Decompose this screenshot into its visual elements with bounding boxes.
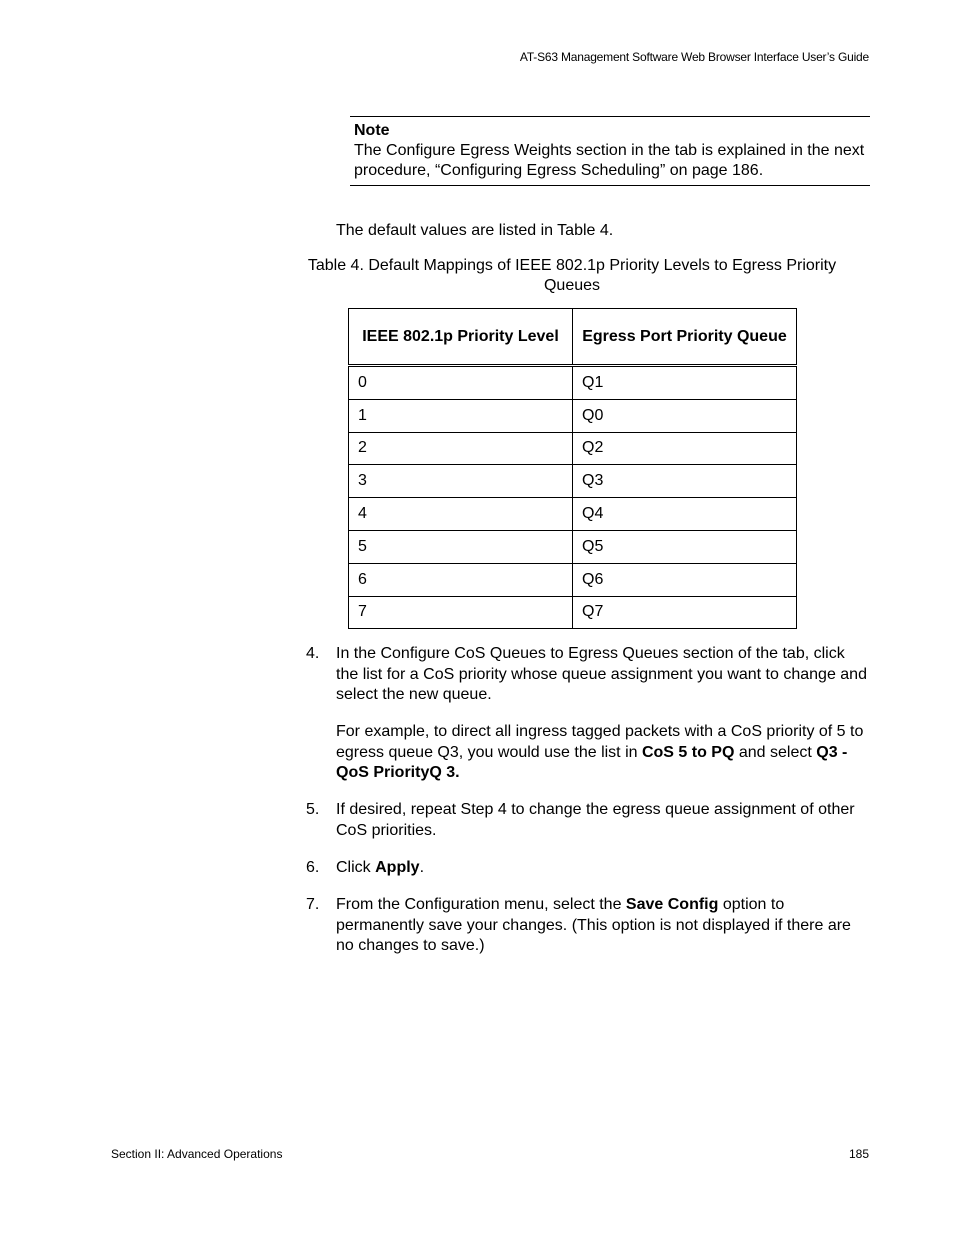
intro-text: The default values are listed in Table 4. bbox=[336, 222, 614, 239]
running-header: AT-S63 Management Software Web Browser Interface User’s Guide bbox=[519, 50, 869, 64]
table-caption: Table 4. Default Mappings of IEEE 802.1p Priority Levels to Egress Priority Queues bbox=[307, 257, 837, 294]
example-text: For example, to direct all ingress tagged packets with a CoS priority of 5 to egress queue Q3, you would use the list in bbox=[336, 723, 864, 761]
step-5 bbox=[306, 800, 870, 841]
priority-level-cell: 7 bbox=[349, 596, 573, 629]
priority-level-cell: 1 bbox=[349, 399, 573, 432]
step-text bbox=[336, 895, 870, 957]
queue-cell: Q2 bbox=[573, 432, 797, 465]
priority-level-cell: 0 bbox=[349, 366, 573, 400]
queue-cell: Q1 bbox=[573, 366, 797, 400]
step-number: 5. bbox=[306, 801, 320, 818]
step-text-post: option to permanently save your changes. (This option is not displayed if there are no changes to save.) bbox=[336, 896, 851, 954]
queue-option-reference: Q3 - QoS PriorityQ 3. bbox=[336, 743, 848, 781]
priority-level-cell: 3 bbox=[349, 465, 573, 498]
table-row bbox=[349, 399, 797, 432]
priority-mapping-table bbox=[348, 308, 797, 629]
table-row bbox=[349, 465, 797, 498]
step-7 bbox=[306, 895, 870, 957]
apply-reference: Apply bbox=[375, 859, 420, 876]
cos-to-pq-reference: CoS 5 to PQ bbox=[641, 743, 735, 761]
step-text: In the Configure CoS Queues to Egress Queues section of the tab, click the list for a CoS priority whose queue assignment you want to change and select the new queue. bbox=[336, 645, 867, 703]
priority-level-cell: 4 bbox=[349, 498, 573, 531]
step-number: 4. bbox=[306, 645, 320, 662]
table-row bbox=[349, 366, 797, 400]
page-number: 185 bbox=[848, 1147, 869, 1161]
step-text-pre: From the Configuration menu, select the bbox=[336, 896, 626, 913]
step-text bbox=[336, 858, 870, 879]
step-number: 7. bbox=[306, 896, 320, 913]
step-6 bbox=[306, 858, 870, 879]
step-number: 6. bbox=[306, 859, 320, 876]
table-row bbox=[349, 563, 797, 596]
footer-section: Section II: Advanced Operations bbox=[111, 1147, 283, 1161]
step-text-post: . bbox=[419, 859, 425, 876]
step-text-pre: Click bbox=[336, 859, 376, 876]
priority-level-cell: 6 bbox=[349, 563, 573, 596]
priority-level-cell: 2 bbox=[349, 432, 573, 465]
table-row bbox=[349, 498, 797, 531]
queue-cell: Q0 bbox=[573, 399, 797, 432]
example-text-cont: and select bbox=[734, 743, 817, 761]
column-header-egress-queue: Egress Port Priority Queue bbox=[573, 309, 797, 366]
queue-cell: Q6 bbox=[573, 563, 797, 596]
step-text: If desired, repeat Step 4 to change the egress queue assignment of other CoS priorities. bbox=[336, 801, 855, 839]
queue-cell: Q5 bbox=[573, 530, 797, 563]
queue-cell: Q7 bbox=[573, 596, 797, 629]
table-row bbox=[349, 530, 797, 563]
queue-cell: Q3 bbox=[573, 465, 797, 498]
step-4-example bbox=[336, 722, 870, 784]
table-row bbox=[349, 596, 797, 629]
priority-level-cell: 5 bbox=[349, 530, 573, 563]
note-box bbox=[350, 116, 870, 186]
save-config-reference: Save Config bbox=[625, 896, 719, 913]
column-header-priority-level: IEEE 802.1p Priority Level bbox=[349, 309, 573, 366]
step-4 bbox=[306, 644, 870, 706]
table-header-row bbox=[349, 309, 797, 366]
note-title: Note bbox=[354, 122, 390, 139]
note-text: The Configure Egress Weights section in the tab is explained in the next procedure, “Configuring Egress Scheduling” on page 186. bbox=[354, 142, 865, 179]
table-row bbox=[349, 432, 797, 465]
queue-cell: Q4 bbox=[573, 498, 797, 531]
